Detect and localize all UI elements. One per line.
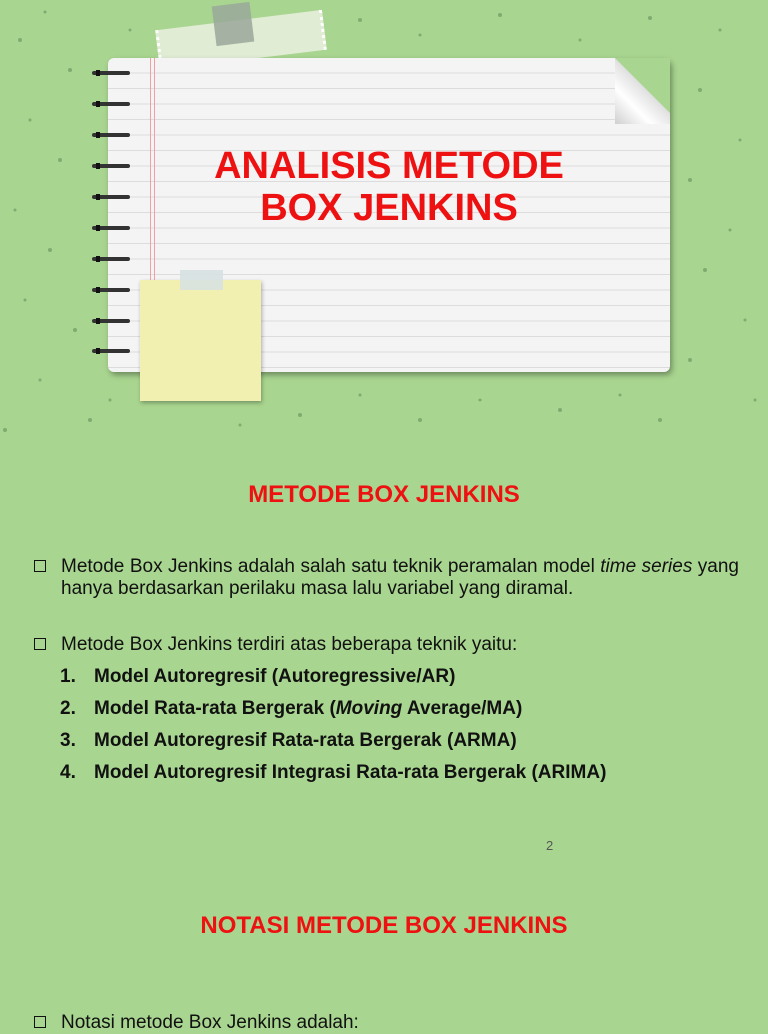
spiral-ring-icon (92, 68, 132, 78)
list-item (60, 665, 606, 697)
sticky-note-tape (180, 270, 223, 290)
bullet-text-italic: time series (600, 556, 693, 577)
section-heading-notasi: NOTASI METODE BOX JENKINS (200, 912, 568, 939)
list-number: 3. (60, 730, 76, 751)
spiral-ring-icon (92, 316, 132, 326)
list-text: Model Autoregresif Rata-rata Bergerak (ARMA) (94, 730, 517, 751)
checkbox-bullet-icon (34, 638, 46, 650)
list-text: Model Autoregresif (Autoregressive/AR) (94, 666, 456, 687)
list-text: Model Autoregresif Integrasi Rata-rata Bergerak (ARIMA) (94, 762, 607, 783)
bullet-text (61, 556, 739, 600)
spiral-ring-icon (92, 130, 132, 140)
list-number: 4. (60, 762, 76, 783)
spiral-ring-icon (92, 99, 132, 109)
bullet-item (34, 556, 739, 600)
checkbox-bullet-icon (34, 1016, 46, 1028)
list-number: 2. (60, 698, 76, 719)
spiral-ring-icon (92, 346, 132, 356)
spiral-ring-icon (92, 285, 132, 295)
slide-title-line1: ANALISIS METODE (214, 145, 564, 187)
paper-clip (212, 2, 255, 46)
list-text-part: Average/MA) (402, 698, 523, 719)
bullet-item (34, 634, 739, 656)
list-item (60, 697, 606, 729)
list-item (60, 729, 606, 761)
list-number: 1. (60, 666, 76, 687)
bullet-item (34, 1012, 739, 1034)
page-number: 2 (546, 838, 554, 853)
list-text-italic: Moving (335, 698, 403, 719)
bullet-text: Metode Box Jenkins terdiri atas beberapa teknik yaitu: (61, 634, 518, 655)
bullet-text-part: Metode Box Jenkins adalah salah satu teknik peramalan model (61, 556, 601, 577)
bullet-text-part: yang hanya berdasarkan perilaku masa lalu variabel yang diramal. (61, 556, 739, 599)
section-heading-metode: METODE BOX JENKINS (248, 481, 520, 508)
bullet-text: Notasi metode Box Jenkins adalah: (61, 1012, 359, 1033)
sticky-note (140, 280, 261, 401)
page-curl (615, 58, 670, 124)
list-text (94, 697, 522, 729)
slide-title-line2: BOX JENKINS (260, 187, 518, 229)
spiral-ring-icon (92, 254, 132, 264)
technique-list (60, 665, 606, 793)
slide-title (108, 145, 670, 229)
list-item (60, 761, 606, 793)
list-text-part: Model Rata-rata Bergerak ( (94, 698, 336, 719)
checkbox-bullet-icon (34, 560, 46, 572)
